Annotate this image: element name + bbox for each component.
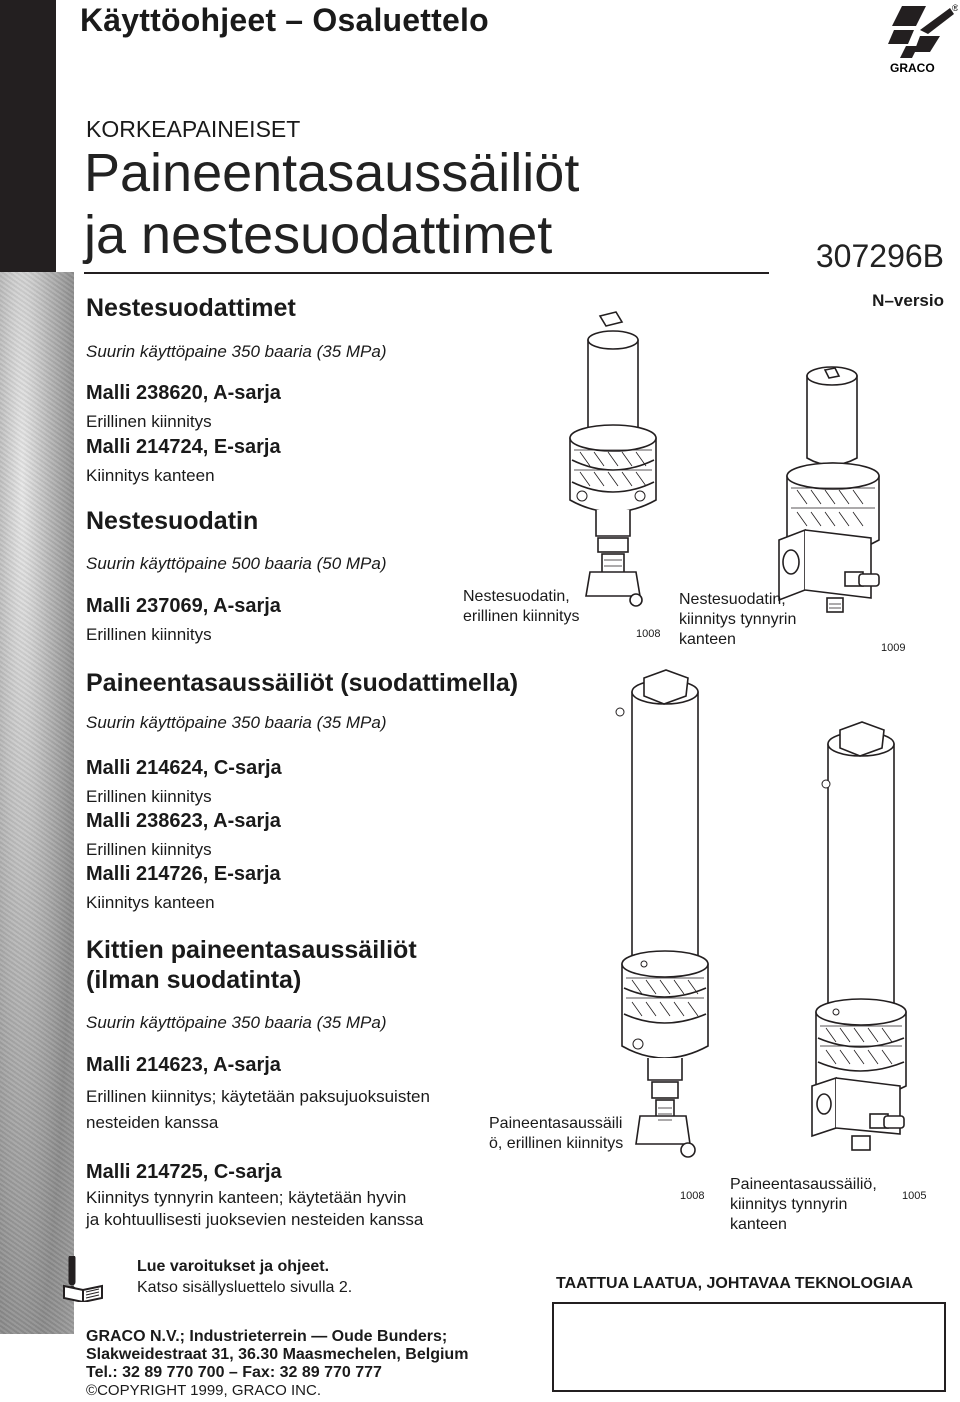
model-desc: Erillinen kiinnitys <box>86 625 212 644</box>
figure-caption-line2: ö, erillinen kiinnitys <box>489 1135 624 1152</box>
quality-slogan: TAATTUA LAATUA, JOHTAVAA TEKNOLOGIAA <box>556 1275 913 1292</box>
surge-tank-illustration-drum <box>806 716 926 1166</box>
section-heading: Nestesuodattimet <box>86 294 296 322</box>
model-desc <box>86 1187 423 1231</box>
figure-caption <box>679 590 796 650</box>
pressure-spec: Suurin käyttöpaine 350 baaria (35 MPa) <box>86 1013 387 1032</box>
registered-mark: ® <box>952 3 958 13</box>
quality-box <box>552 1302 946 1392</box>
figure-caption <box>463 587 580 627</box>
left-black-band <box>0 0 56 272</box>
logo-wordmark: GRACO <box>890 61 935 74</box>
figure-number: 1005 <box>902 1190 927 1202</box>
figure-caption <box>489 1114 623 1154</box>
model-desc: Erillinen kiinnitys <box>86 840 212 859</box>
warning-text <box>137 1256 352 1298</box>
title-rule <box>84 272 769 274</box>
model-name: Malli 214726, E-sarja <box>86 863 281 885</box>
warning-manual-icon <box>58 1256 108 1307</box>
address-line3: Tel.: 32 89 770 700 – Fax: 32 89 770 777 <box>86 1364 382 1381</box>
figure-caption-line3: kanteen <box>679 631 736 648</box>
warning-line2: Katso sisällysluettelo sivulla 2. <box>137 1279 353 1296</box>
pressure-spec: Suurin käyttöpaine 350 baaria (35 MPa) <box>86 713 387 732</box>
overline: KORKEAPAINEISET <box>86 116 301 142</box>
model-name: Malli 214725, C-sarja <box>86 1161 282 1183</box>
filter-illustration-drum <box>775 362 895 624</box>
model-desc: Erillinen kiinnitys <box>86 412 212 431</box>
model-name: Malli 214724, E-sarja <box>86 436 281 458</box>
figure-caption-line1: Paineentasaussäiliö, <box>730 1176 877 1193</box>
section-heading-line1: Kittien paineentasaussäiliöt <box>86 936 417 964</box>
figure-number: 1008 <box>636 628 661 640</box>
warning-line1: Lue varoitukset ja ohjeet. <box>137 1258 330 1275</box>
page-title <box>84 142 579 266</box>
figure-number: 1009 <box>881 642 906 654</box>
pressure-spec: Suurin käyttöpaine 350 baaria (35 MPa) <box>86 342 387 361</box>
document-number: 307296B <box>815 238 944 274</box>
model-name: Malli 214624, C-sarja <box>86 757 282 779</box>
model-desc <box>86 1084 430 1136</box>
version-label: N–versio <box>872 291 944 310</box>
model-name: Malli 238623, A-sarja <box>86 810 281 832</box>
figure-caption-line1: Nestesuodatin, <box>463 588 570 605</box>
address-line2: Slakweidestraat 31, 36.30 Maasmechelen, Belgium <box>86 1346 469 1363</box>
filter-illustration-separate <box>560 310 670 620</box>
model-desc: Kiinnitys kanteen <box>86 893 215 912</box>
figure-caption-line2: kiinnitys tynnyrin <box>730 1196 848 1213</box>
model-desc-line2: nesteiden kanssa <box>86 1113 219 1132</box>
model-desc-line1: Erillinen kiinnitys; käytetään paksujuoksuisten <box>86 1087 430 1106</box>
model-desc: Kiinnitys kanteen <box>86 466 215 485</box>
figure-caption-line2: kiinnitys tynnyrin <box>679 611 797 628</box>
copyright-text: COPYRIGHT 1999, GRACO INC. <box>97 1382 322 1399</box>
page-title-line1: Paineentasaussäiliöt <box>84 143 580 203</box>
model-name: Malli 237069, A-sarja <box>86 595 281 617</box>
figure-caption-line3: kanteen <box>730 1216 787 1233</box>
graco-logo <box>880 2 958 74</box>
figure-caption-line1: Nestesuodatin, <box>679 591 786 608</box>
model-name: Malli 214623, A-sarja <box>86 1054 281 1076</box>
figure-number: 1008 <box>680 1190 705 1202</box>
model-desc-line1: Kiinnitys tynnyrin kanteen; käytetään hyvin <box>86 1188 407 1207</box>
copyright <box>86 1382 321 1399</box>
section-heading: Paineentasaussäiliöt (suodattimella) <box>86 669 519 697</box>
model-desc: Erillinen kiinnitys <box>86 787 212 806</box>
surge-tank-illustration-separate <box>604 668 724 1180</box>
model-name: Malli 238620, A-sarja <box>86 382 281 404</box>
section-heading-line2: (ilman suodatinta) <box>86 966 302 994</box>
figure-caption <box>730 1175 877 1235</box>
figure-caption-line2: erillinen kiinnitys <box>463 608 580 625</box>
section-heading: Nestesuodatin <box>86 507 259 535</box>
figure-caption-line1: Paineentasaussäili <box>489 1115 623 1132</box>
left-texture-band <box>0 272 74 1334</box>
pressure-spec: Suurin käyttöpaine 500 baaria (50 MPa) <box>86 554 387 573</box>
document-type-title: Käyttöohjeet – Osaluettelo <box>80 2 489 38</box>
copyright-symbol: © <box>86 1382 98 1399</box>
model-desc-line2: ja kohtuullisesti juoksevien nesteiden kanssa <box>86 1210 424 1229</box>
section-heading <box>86 935 417 995</box>
page-title-line2: ja nestesuodattimet <box>84 205 553 265</box>
company-address <box>86 1328 468 1382</box>
address-line1: GRACO N.V.; Industrieterrein — Oude Bunders; <box>86 1328 448 1345</box>
